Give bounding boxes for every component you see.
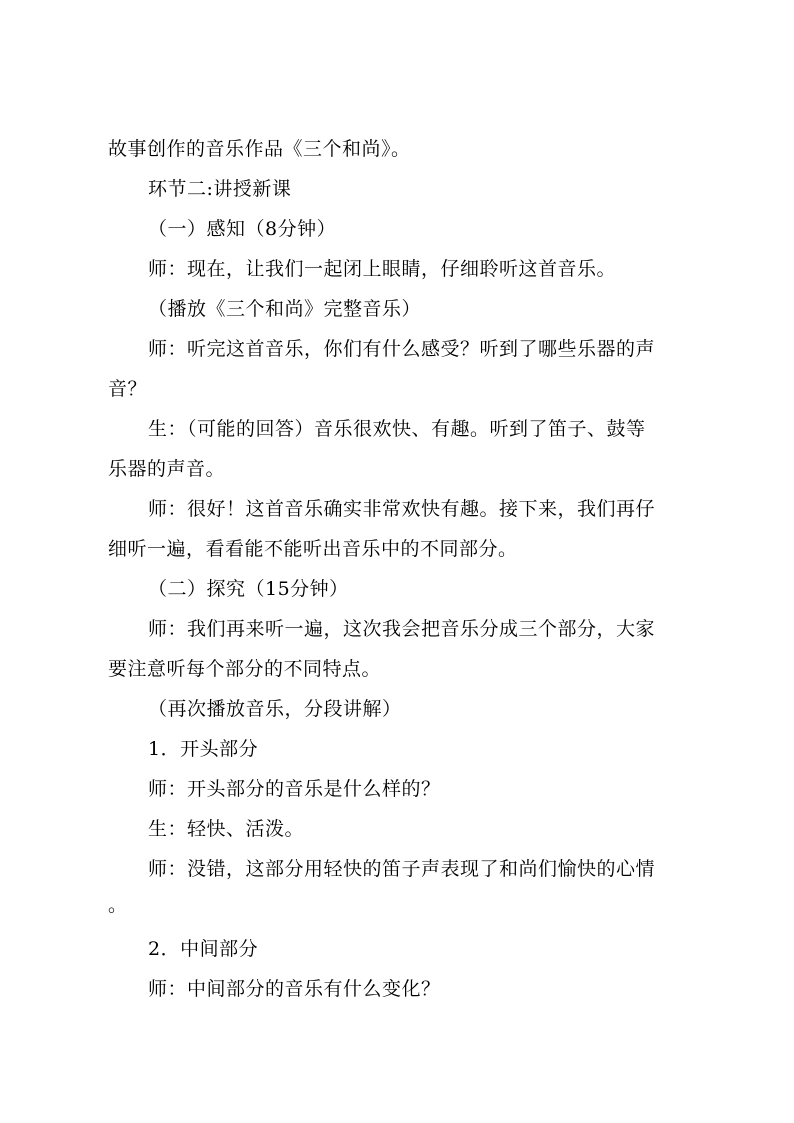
paragraph-line: 师：中间部分的音乐有什么变化？ <box>148 978 441 1000</box>
paragraph-line: 师：现在，让我们一起闭上眼睛，仔细聆听这首音乐。 <box>148 258 617 280</box>
subsection-heading: （一）感知（8分钟） <box>148 218 337 240</box>
paragraph-line: 师：开头部分的音乐是什么样的？ <box>148 778 441 800</box>
paragraph-line: （播放《三个和尚》完整音乐） <box>148 298 422 320</box>
list-item-heading: 1．开头部分 <box>148 738 259 760</box>
paragraph-line: 师：听完这首音乐，你们有什么感受？听到了哪些乐器的声 <box>148 338 656 360</box>
paragraph-line: 。 <box>108 894 128 916</box>
paragraph-line: 师：很好！这首音乐确实非常欢快有趣。接下来，我们再仔 <box>148 498 656 520</box>
paragraph-line: 细听一遍，看看能不能听出音乐中的不同部分。 <box>108 538 518 560</box>
paragraph-line: 故事创作的音乐作品《三个和尚》。 <box>108 138 411 160</box>
paragraph-line: 师：我们再来听一遍，这次我会把音乐分成三个部分，大家 <box>148 618 656 640</box>
paragraph-line: 音？ <box>108 378 148 400</box>
paragraph-line: 生：轻快、活泼。 <box>148 818 305 840</box>
paragraph-line: 要注意听每个部分的不同特点。 <box>108 658 382 680</box>
paragraph-line: 乐器的声音。 <box>108 458 226 480</box>
paragraph-line: 生：（可能的回答）音乐很欢快、有趣。听到了笛子、鼓等 <box>148 418 646 440</box>
subsection-heading: （二）探究（15分钟） <box>148 578 349 600</box>
section-heading: 环节二:讲授新课 <box>148 178 292 200</box>
list-item-heading: 2．中间部分 <box>148 938 259 960</box>
paragraph-line: 师：没错，这部分用轻快的笛子声表现了和尚们愉快的心情 <box>148 858 656 880</box>
paragraph-line: （再次播放音乐，分段讲解） <box>148 698 402 720</box>
